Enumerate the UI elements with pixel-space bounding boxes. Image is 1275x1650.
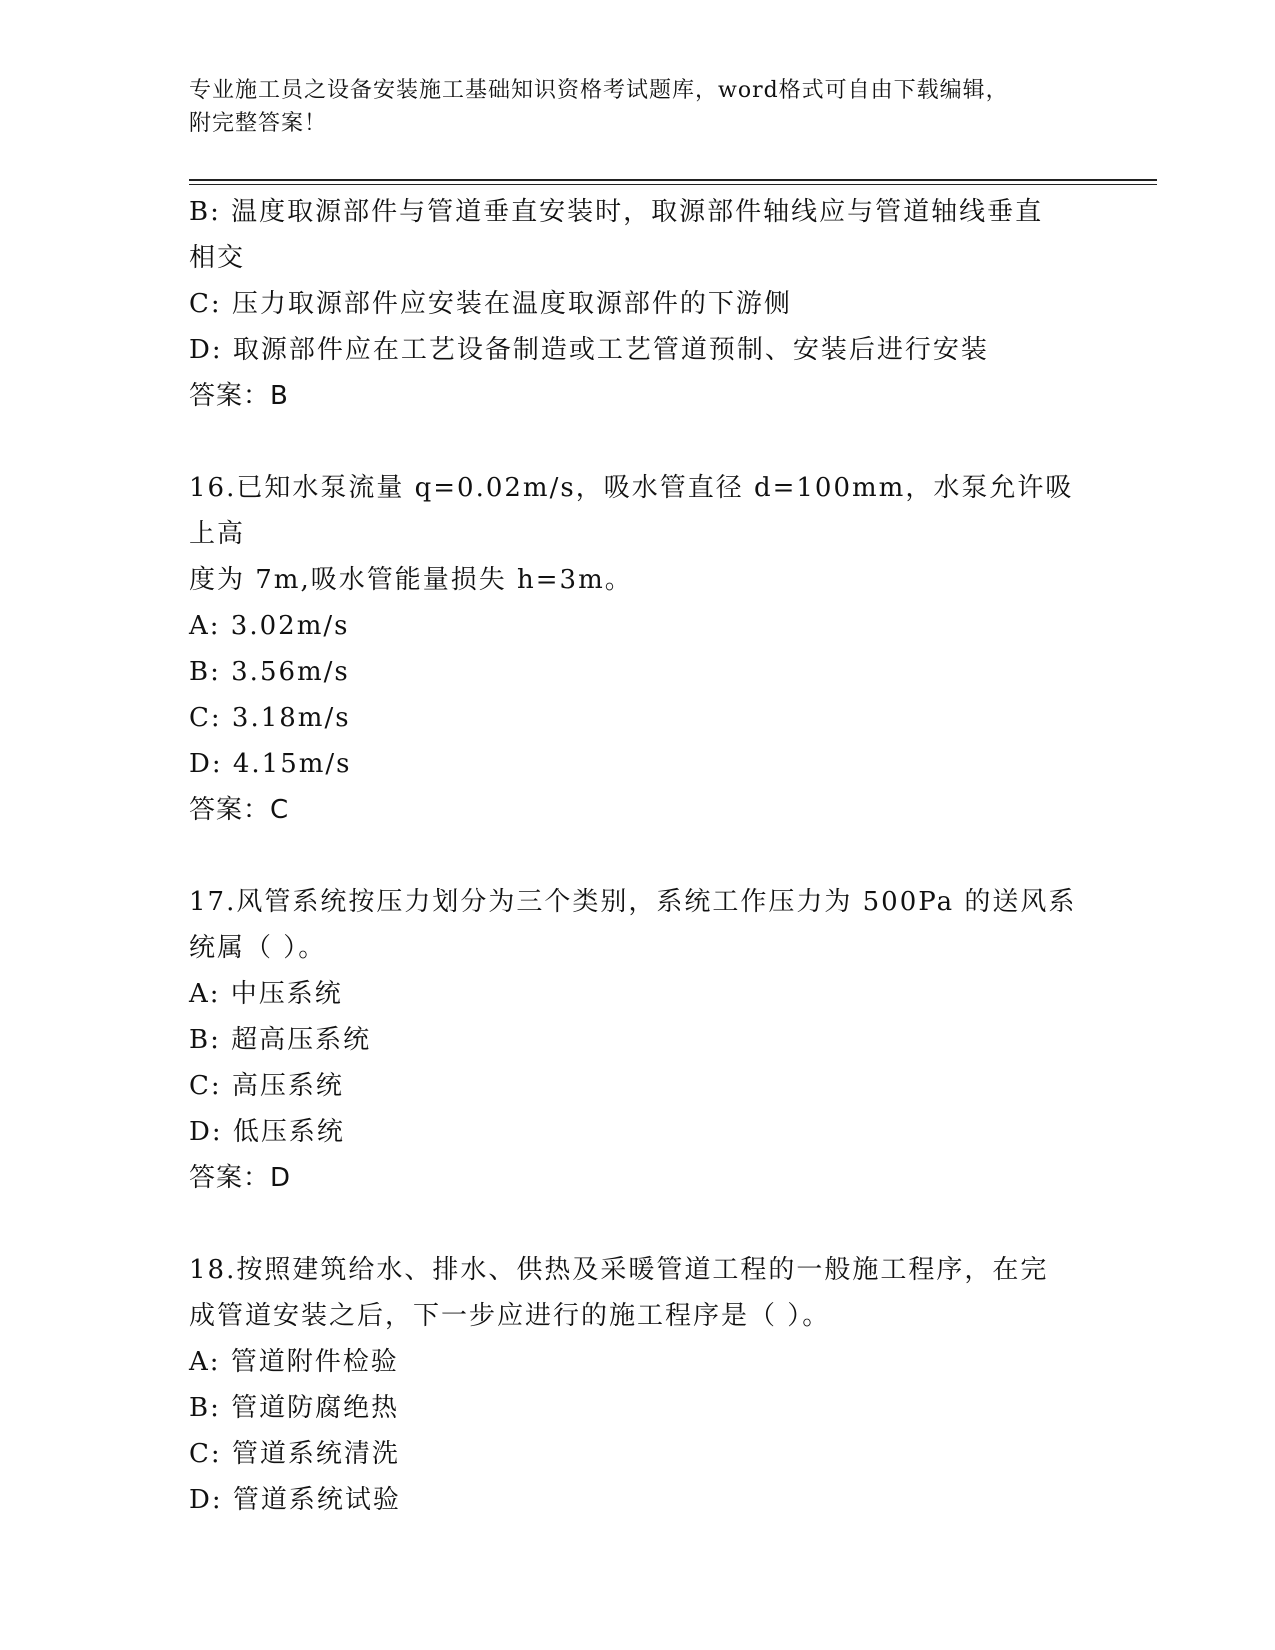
option-c: C: 管道系统清洗 xyxy=(189,1439,400,1469)
question-18 xyxy=(189,1247,1089,1523)
option-b-line-2: 相交 xyxy=(189,243,246,273)
option-d: D: 管道系统试验 xyxy=(189,1485,401,1515)
document-header xyxy=(189,74,1069,140)
question-stem-line-2: 统属（ ）。 xyxy=(189,933,327,963)
answer: 答案：B xyxy=(189,381,289,411)
option-a: A: 3.02m/s xyxy=(189,611,350,641)
option-b: B: 3.56m/s xyxy=(189,657,350,687)
option-b-line-1: B: 温度取源部件与管道垂直安装时，取源部件轴线应与管道轴线垂直 xyxy=(189,197,1044,227)
question-stem-line-2: 度为 7m,吸水管能量损失 h=3m。 xyxy=(189,565,633,595)
question-16 xyxy=(189,465,1089,833)
header-line-2: 附完整答案！ xyxy=(189,111,328,136)
header-divider-thin xyxy=(189,184,1157,185)
answer: 答案：C xyxy=(189,795,290,825)
question-stem-line-1: 16.已知水泵流量 q=0.02m/s，吸水管直径 d=100mm，水泵允许吸上高 xyxy=(189,473,1074,549)
option-a: A: 中压系统 xyxy=(189,979,343,1009)
option-b: B: 管道防腐绝热 xyxy=(189,1393,400,1423)
option-a: A: 管道附件检验 xyxy=(189,1347,399,1377)
option-d: D: 低压系统 xyxy=(189,1117,345,1147)
option-d: D: 取源部件应在工艺设备制造或工艺管道预制、安装后进行安装 xyxy=(189,335,989,365)
answer: 答案：D xyxy=(189,1163,292,1193)
option-c: C: 高压系统 xyxy=(189,1071,344,1101)
header-divider-thick xyxy=(189,179,1157,181)
option-d: D: 4.15m/s xyxy=(189,749,352,779)
option-b: B: 超高压系统 xyxy=(189,1025,372,1055)
option-c: C: 3.18m/s xyxy=(189,703,351,733)
question-stem-line-2: 成管道安装之后，下一步应进行的施工程序是（ ）。 xyxy=(189,1301,831,1331)
question-content xyxy=(189,189,1089,1523)
question-15-continued xyxy=(189,189,1089,419)
question-stem-line-1: 17.风管系统按压力划分为三个类别，系统工作压力为 500Pa 的送风系 xyxy=(189,887,1077,917)
question-17 xyxy=(189,879,1089,1201)
header-line-1: 专业施工员之设备安装施工基础知识资格考试题库，word格式可自由下载编辑， xyxy=(189,78,1009,103)
question-stem-line-1: 18.按照建筑给水、排水、供热及采暖管道工程的一般施工程序，在完 xyxy=(189,1255,1049,1285)
option-c: C: 压力取源部件应安装在温度取源部件的下游侧 xyxy=(189,289,792,319)
